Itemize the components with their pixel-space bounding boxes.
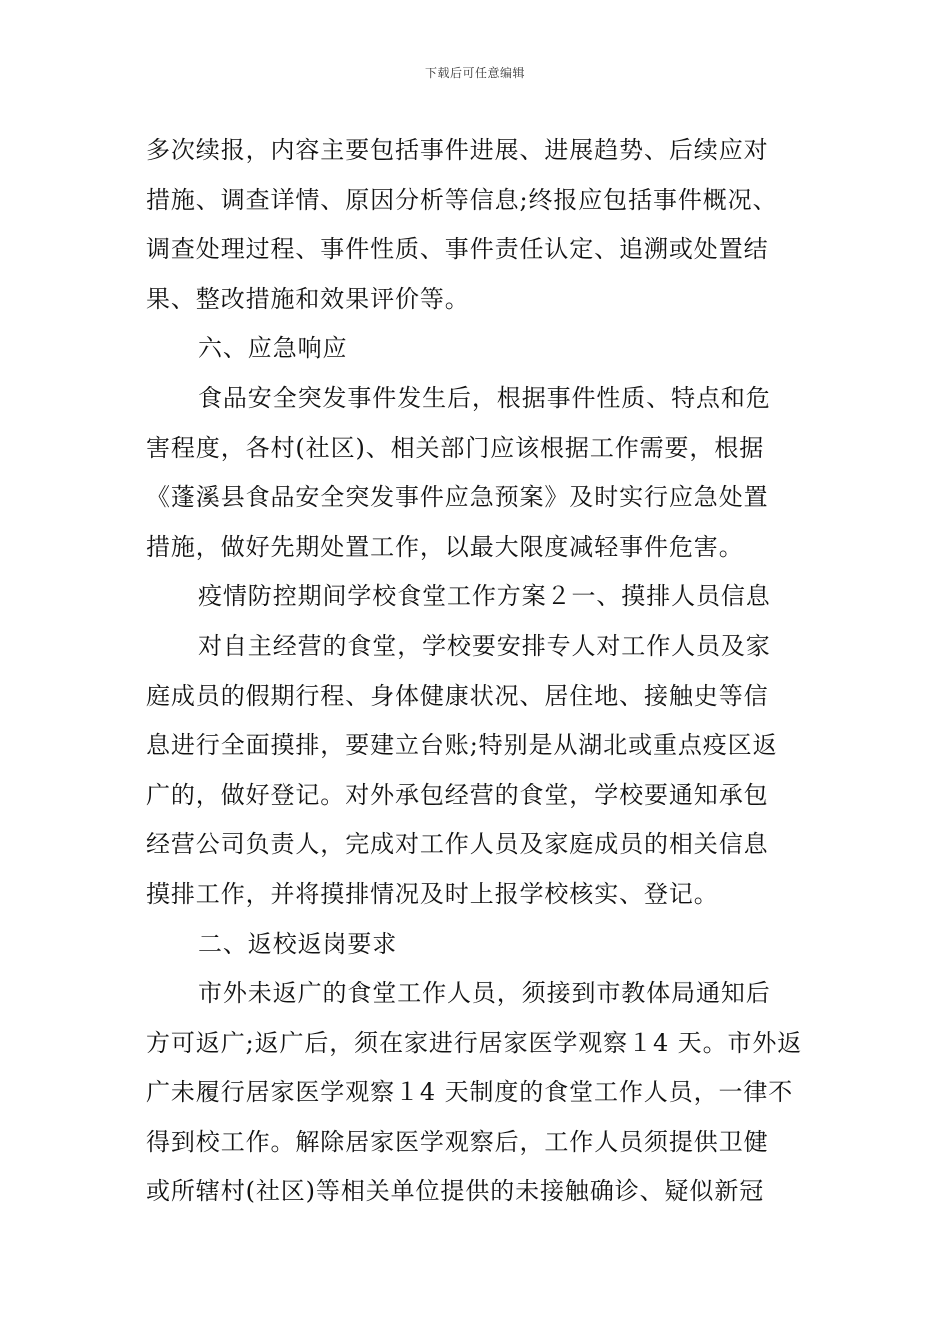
section-heading: 二、返校返岗要求 <box>198 929 398 958</box>
text-line: 《蓬溪县食品安全突发事件应急预案》及时实行应急处置 <box>146 483 769 512</box>
section-heading: 六、应急响应 <box>198 334 348 363</box>
text-line: 害程度，各村(社区)、相关部门应该根据工作需要，根据 <box>146 433 765 462</box>
text-line: 措施，做好先期处置工作，以最大限度减轻事件危害。 <box>146 532 744 561</box>
text-line: 对自主经营的食堂，学校要安排专人对工作人员及家 <box>198 631 771 660</box>
text-line: 措施、调查详情、原因分析等信息;终报应包括事件概况、 <box>146 185 778 214</box>
text-line: 息进行全面摸排，要建立台账;特别是从湖北或重点疫区返 <box>146 731 778 760</box>
document-body <box>146 126 806 1217</box>
text-line: 调查处理过程、事件性质、事件责任认定、追溯或处置结 <box>146 235 769 264</box>
text-line: 方可返广;返广后，须在家进行居家医学观察１4 天。市外返 <box>146 1028 803 1057</box>
text-line: 食品安全突发事件发生后，根据事件性质、特点和危 <box>198 383 771 412</box>
document-title-line: 疫情防控期间学校食堂工作方案２一、摸排人员信息 <box>198 582 771 611</box>
text-line: 得到校工作。解除居家医学观察后，工作人员须提供卫健 <box>146 1127 769 1156</box>
text-line: 市外未返广的食堂工作人员，须接到市教体局通知后 <box>198 979 771 1008</box>
text-line: 多次续报，内容主要包括事件进展、进展趋势、后续应对 <box>146 136 769 164</box>
text-line: 广的，做好登记。对外承包经营的食堂，学校要通知承包 <box>146 780 769 809</box>
text-line: 摸排工作，并将摸排情况及时上报学校核实、登记。 <box>146 879 719 908</box>
text-line: 果、整改措施和效果评价等。 <box>146 284 470 313</box>
text-line: 或所辖村(社区)等相关单位提供的未接触确诊、疑似新冠 <box>146 1177 765 1206</box>
page-header: 下载后可任意编辑 <box>424 66 525 80</box>
text-line: 经营公司负责人，完成对工作人员及家庭成员的相关信息 <box>146 830 769 859</box>
text-line: 广未履行居家医学观察１4 天制度的食堂工作人员，一律不 <box>146 1078 794 1107</box>
text-line: 庭成员的假期行程、身体健康状况、居住地、接触史等信 <box>146 681 769 710</box>
